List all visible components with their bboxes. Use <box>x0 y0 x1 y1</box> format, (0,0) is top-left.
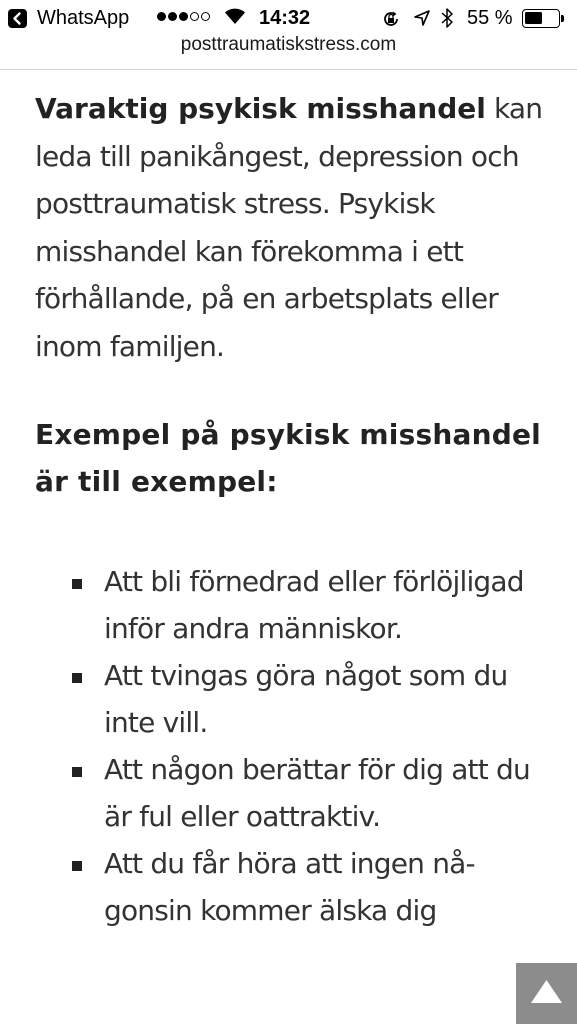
status-bar <box>0 0 577 38</box>
article-body <box>35 85 545 934</box>
examples-list <box>35 558 545 934</box>
scroll-to-top-button[interactable] <box>516 963 577 1024</box>
square-bullet-icon <box>72 861 82 871</box>
back-app-label[interactable]: WhatsApp <box>37 7 130 29</box>
signal-dot <box>190 12 199 21</box>
list-item <box>35 652 545 746</box>
list-item-text: Att någon berättar för dig att du är ful eller oattraktiv. <box>104 753 530 833</box>
square-bullet-icon <box>72 767 82 777</box>
list-item <box>35 840 545 934</box>
location-arrow-icon <box>413 9 431 27</box>
battery-fill <box>525 12 542 24</box>
list-item <box>35 746 545 840</box>
intro-paragraph <box>35 85 545 370</box>
signal-dot <box>168 12 177 21</box>
list-item-text: Att bli förnedrad eller förlöjligad inför andra människor. <box>104 565 524 645</box>
list-item <box>35 558 545 652</box>
signal-dot <box>179 12 188 21</box>
signal-dot <box>157 12 166 21</box>
signal-dot <box>201 12 210 21</box>
battery-percent: 55 % <box>467 7 513 29</box>
wifi-icon <box>224 8 246 25</box>
square-bullet-icon <box>72 673 82 683</box>
intro-text: kan leda till panikångest, depression och posttraumatisk stress. Psykisk misshandel kan förekomma i ett förhållande, på en arbetsplats eller inom familjen. <box>35 92 543 363</box>
bluetooth-icon <box>440 6 454 30</box>
url-bar[interactable]: posttraumatiskstress.com <box>180 34 397 55</box>
intro-bold-phrase: Varaktig psykisk misshandel <box>35 92 486 125</box>
battery-body <box>522 9 560 28</box>
battery-tip <box>561 15 564 22</box>
list-item-text: Att tvingas göra något som du inte vill. <box>104 659 508 739</box>
clock: 14:32 <box>259 7 311 29</box>
header-divider <box>0 69 577 70</box>
orientation-lock-icon <box>381 9 401 29</box>
section-heading: Exempel på psykisk misshandel är till exempel: <box>35 418 541 498</box>
back-to-app-button[interactable] <box>8 9 27 28</box>
square-bullet-icon <box>72 579 82 589</box>
up-triangle-icon <box>516 963 577 1024</box>
list-item-text: Att du får höra att ingen någonsin kommer älska dig <box>104 847 476 927</box>
back-arrow-icon <box>8 9 27 28</box>
cellular-signal <box>157 12 212 24</box>
battery-icon <box>522 9 565 28</box>
